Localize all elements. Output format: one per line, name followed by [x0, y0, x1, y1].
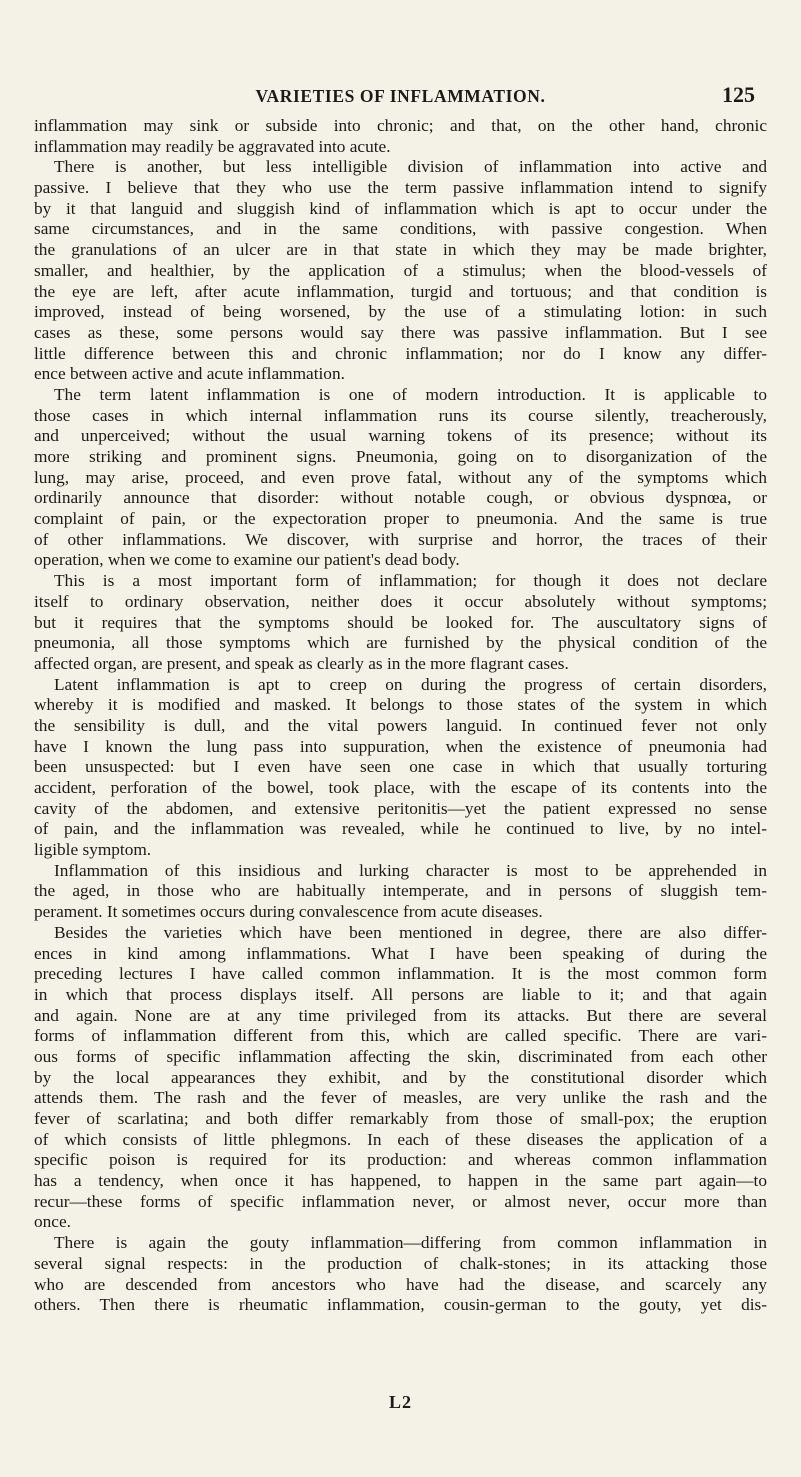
text-line: accident, perforation of the bowel, took place, with the escape of its contents into the	[34, 778, 767, 797]
text-line: Inflammation of this insidious and lurking character is most to be apprehended in	[54, 860, 767, 880]
signature-mark: L2	[388, 1392, 412, 1412]
running-head-title: VARIETIES OF INFLAMMATION.	[255, 86, 546, 106]
body-text	[34, 116, 767, 1316]
text-line: affected organ, are present, and speak as clearly as in the more flagrant cases.	[34, 653, 569, 673]
text-line: the sensibility is dull, and the vital powers languid. In continued fever not only	[34, 715, 767, 735]
text-line: little difference between this and chronic inflammation; nor do I know any differ-	[34, 343, 767, 363]
text-line: others. Then there is rheumatic inflammation, cousin-german to the gouty, yet dis-	[34, 1295, 767, 1315]
text-line: of which consists of little phlegmons. In each of these diseases the application of a	[34, 1129, 767, 1149]
text-line: specific poison is required for its production: and whereas common inflammation	[34, 1150, 767, 1170]
text-line: This is a most important form of inflammation; for though it does not declare	[54, 571, 767, 591]
text-line: the granulations of an ulcer are in that state in which they may be made brighter,	[34, 240, 767, 260]
text-line: operation, when we come to examine our patient's dead body.	[34, 550, 460, 570]
text-line: Latent inflammation is apt to creep on during the progress of certain disorders,	[54, 674, 767, 694]
text-line: once.	[34, 1212, 71, 1232]
text-line: inflammation may readily be aggravated into acute.	[34, 136, 391, 156]
text-line: the aged, in those who are habitually intemperate, and in persons of sluggish tem-	[34, 881, 767, 901]
text-line: attends them. The rash and the fever of measles, are very unlike the rash and the	[34, 1088, 767, 1108]
text-line: and unperceived; without the usual warning tokens of its presence; without its	[34, 426, 767, 446]
text-line: has a tendency, when once it has happened, to happen in the same part again—to	[34, 1171, 767, 1191]
text-line: cases as these, some persons would say there was passive inflammation. But I see	[34, 322, 767, 342]
text-line: cavity of the abdomen, and extensive peritonitis—yet the patient expressed no sense	[34, 798, 767, 818]
text-line: ligible symptom.	[34, 840, 152, 860]
text-line: the eye are left, after acute inflammation, turgid and tortuous; and that condition is	[34, 281, 767, 301]
text-line: been unsuspected: but I even have seen one case in which that usually torturing	[34, 757, 767, 777]
text-line: of pain, and the inflammation was revealed, while he continued to live, by no intel-	[34, 819, 767, 839]
text-line: There is again the gouty inflammation—differing from common inflammation in	[54, 1233, 767, 1253]
text-line: forms of inflammation different from this, which are called specific. There are vari-	[34, 1026, 767, 1046]
text-line: who are descended from ancestors who have had the disease, and scarcely any	[34, 1274, 767, 1294]
text-line: more striking and prominent signs. Pneumonia, going on to disorganization of the	[34, 447, 767, 466]
text-line: fever of scarlatina; and both differ remarkably from those of small-pox; the eruption	[34, 1109, 767, 1128]
text-line: same circumstances, and in the same conditions, with passive congestion. When	[34, 219, 767, 239]
text-line: several signal respects: in the production of chalk-stones; in its attacking those	[34, 1253, 767, 1273]
text-line: by the local appearances they exhibit, and by the constitutional disorder which	[34, 1067, 767, 1087]
text-line: ous forms of specific inflammation affecting the skin, discriminated from each other	[34, 1046, 767, 1066]
running-head	[34, 82, 767, 110]
text-line: and again. None are at any time privileged from its attacks. But there are several	[34, 1005, 767, 1025]
text-line: smaller, and healthier, by the application of a stimulus; when the blood-vessels of	[34, 260, 767, 280]
text-line: recur—these forms of specific inflammation never, or almost never, occur more than	[34, 1191, 767, 1211]
text-line: ences in kind among inflammations. What I have been speaking of during the	[34, 943, 767, 963]
text-line: ordinarily announce that disorder: without notable cough, or obvious dyspnœa, or	[34, 488, 767, 508]
text-line: preceding lectures I have called common inflammation. It is the most common form	[34, 964, 767, 984]
text-line: by it that languid and sluggish kind of inflammation which is apt to occur under the	[34, 198, 767, 218]
page-number: 125	[722, 82, 755, 107]
text-line: inflammation may sink or subside into chronic; and that, on the other hand, chronic	[34, 116, 767, 135]
text-line: have I known the lung pass into suppuration, when the existence of pneumonia had	[34, 736, 767, 756]
text-line: lung, may arise, proceed, and even prove fatal, without any of the symptoms which	[34, 467, 767, 487]
text-line: ence between active and acute inflammation.	[34, 364, 345, 384]
text-line: but it requires that the symptoms should be looked for. The auscultatory signs of	[34, 612, 767, 632]
text-line: The term latent inflammation is one of modern introduction. It is applicable to	[54, 384, 767, 404]
text-line: improved, instead of being worsened, by the use of a stimulating lotion: in such	[34, 302, 767, 322]
text-line: There is another, but less intelligible division of inflammation into active and	[54, 157, 767, 177]
text-line: pneumonia, all those symptoms which are furnished by the physical condition of the	[34, 633, 767, 653]
text-line: in which that process displays itself. All persons are liable to it; and that again	[34, 984, 767, 1004]
text-line: whereby it is modified and masked. It belongs to those states of the system in which	[34, 695, 767, 715]
text-line: complaint of pain, or the expectoration proper to pneumonia. And the same is true	[34, 509, 767, 529]
text-line: of other inflammations. We discover, with surprise and horror, the traces of their	[34, 529, 767, 549]
text-line: those cases in which internal inflammation runs its course silently, treacherously,	[34, 405, 767, 425]
text-line: itself to ordinary observation, neither does it occur absolutely without symptoms;	[34, 591, 767, 611]
text-line: Besides the varieties which have been mentioned in degree, there are also differ-	[54, 922, 767, 942]
text-line: passive. I believe that they who use the term passive inflammation intend to signify	[34, 178, 767, 198]
text-line: perament. It sometimes occurs during convalescence from acute diseases.	[34, 902, 543, 922]
